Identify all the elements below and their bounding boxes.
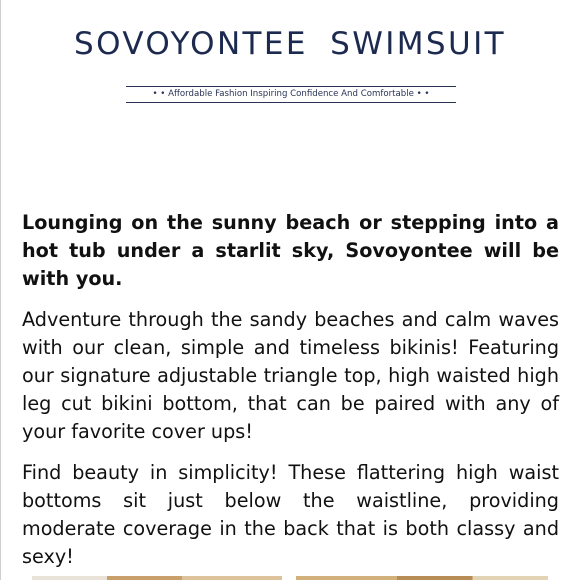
body-paragraph-2: Find beauty in simplicity! These flattering high waist bottoms sit just below the waistline, providing moderate coverage in the back that is both classy and sexy! (22, 461, 559, 568)
product-image-strip (0, 572, 580, 580)
product-image-2[interactable] (296, 576, 548, 580)
description-content (22, 209, 559, 584)
product-image-1[interactable] (32, 576, 282, 580)
brand-header (0, 0, 580, 120)
tagline-rule-bottom (126, 102, 456, 103)
tagline-banner (126, 86, 456, 103)
tagline-rule-top (126, 86, 456, 87)
brand-name: SOVOYONTEE SWIMSUIT (74, 26, 506, 62)
tagline: • • Affordable Fashion Inspiring Confidence And Comfortable • • (152, 89, 430, 99)
lead-paragraph: Lounging on the sunny beach or stepping into a hot tub under a starlit sky, Sovoyontee will be with you. (22, 211, 559, 290)
body-paragraph-1: Adventure through the sandy beaches and calm waves with our clean, simple and timeless bikinis! Featuring our signature adjustable triangle top, high waisted high leg cut bikini bottom, that can be paired with any of your favorite cover ups! (22, 308, 559, 443)
